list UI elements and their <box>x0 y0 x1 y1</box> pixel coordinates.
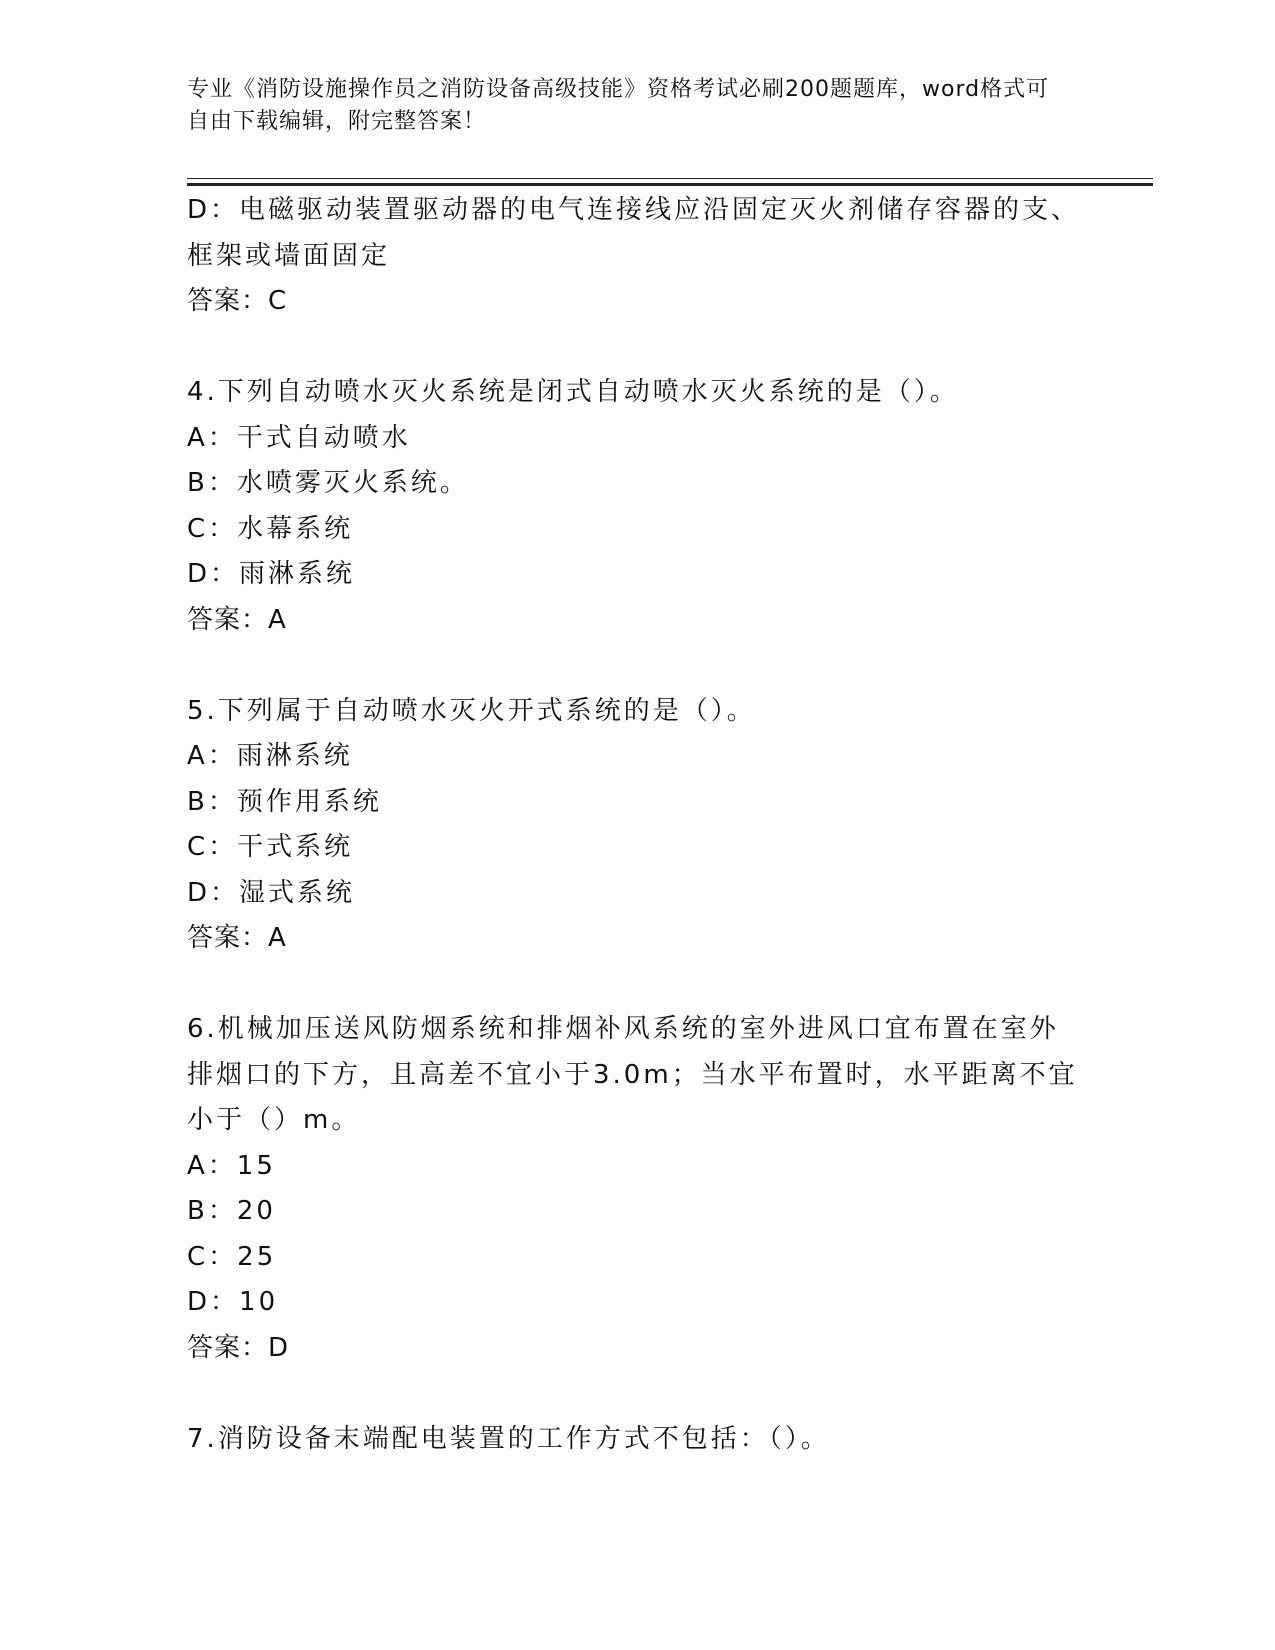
spacer <box>187 325 1067 371</box>
option-a: A：15 <box>187 1150 276 1181</box>
answer: 答案：C <box>187 286 288 316</box>
option-b: B：水喷雾灭火系统。 <box>187 468 469 498</box>
header-rule-thick <box>187 183 1153 186</box>
question-stem: 6.机械加压送风防烟系统和排烟补风系统的室外进风口宜布置在室外 <box>187 1014 1059 1044</box>
option-d-continued: 框架或墙面固定 <box>187 240 391 271</box>
option-b: B：20 <box>187 1196 276 1226</box>
spacer <box>187 643 1067 689</box>
option-d: D：10 <box>187 1287 279 1317</box>
option-d: D：湿式系统 <box>187 877 356 908</box>
option-c: C：25 <box>187 1241 277 1272</box>
answer: 答案：A <box>187 604 287 635</box>
question-stem-continued: 小于（）m。 <box>187 1105 361 1135</box>
option-c: C：水幕系统 <box>187 513 354 544</box>
header-rule-thin <box>187 178 1153 179</box>
question-stem: 4.下列自动喷水灭火系统是闭式自动喷水灭火系统的是（）。 <box>187 377 959 407</box>
option-d: D：电磁驱动装置驱动器的电气连接线应沿固定灭火剂储存容器的支、 <box>187 195 1081 225</box>
answer: 答案：A <box>187 923 287 953</box>
option-c: C：干式系统 <box>187 832 354 862</box>
question-stem-continued: 排烟口的下方，且高差不宜小于3.0m；当水平布置时，水平距离不宜 <box>187 1059 1078 1090</box>
answer: 答案：D <box>187 1332 290 1363</box>
question-stem: 7.消防设备末端配电装置的工作方式不包括：（）。 <box>187 1423 830 1454</box>
option-d: D：雨淋系统 <box>187 559 356 589</box>
option-a: A：干式自动喷水 <box>187 422 411 453</box>
spacer <box>187 962 1067 1008</box>
option-b: B：预作用系统 <box>187 786 382 817</box>
spacer <box>187 1371 1067 1417</box>
option-a: A：雨淋系统 <box>187 741 353 771</box>
document-body <box>187 188 1081 1462</box>
page-header: 专业《消防设施操作员之消防设备高级技能》资格考试必刷200题题库，word格式可自由下载编辑，附完整答案！ <box>187 77 1050 134</box>
question-stem: 5.下列属于自动喷水灭火开式系统的是（）。 <box>187 695 756 726</box>
